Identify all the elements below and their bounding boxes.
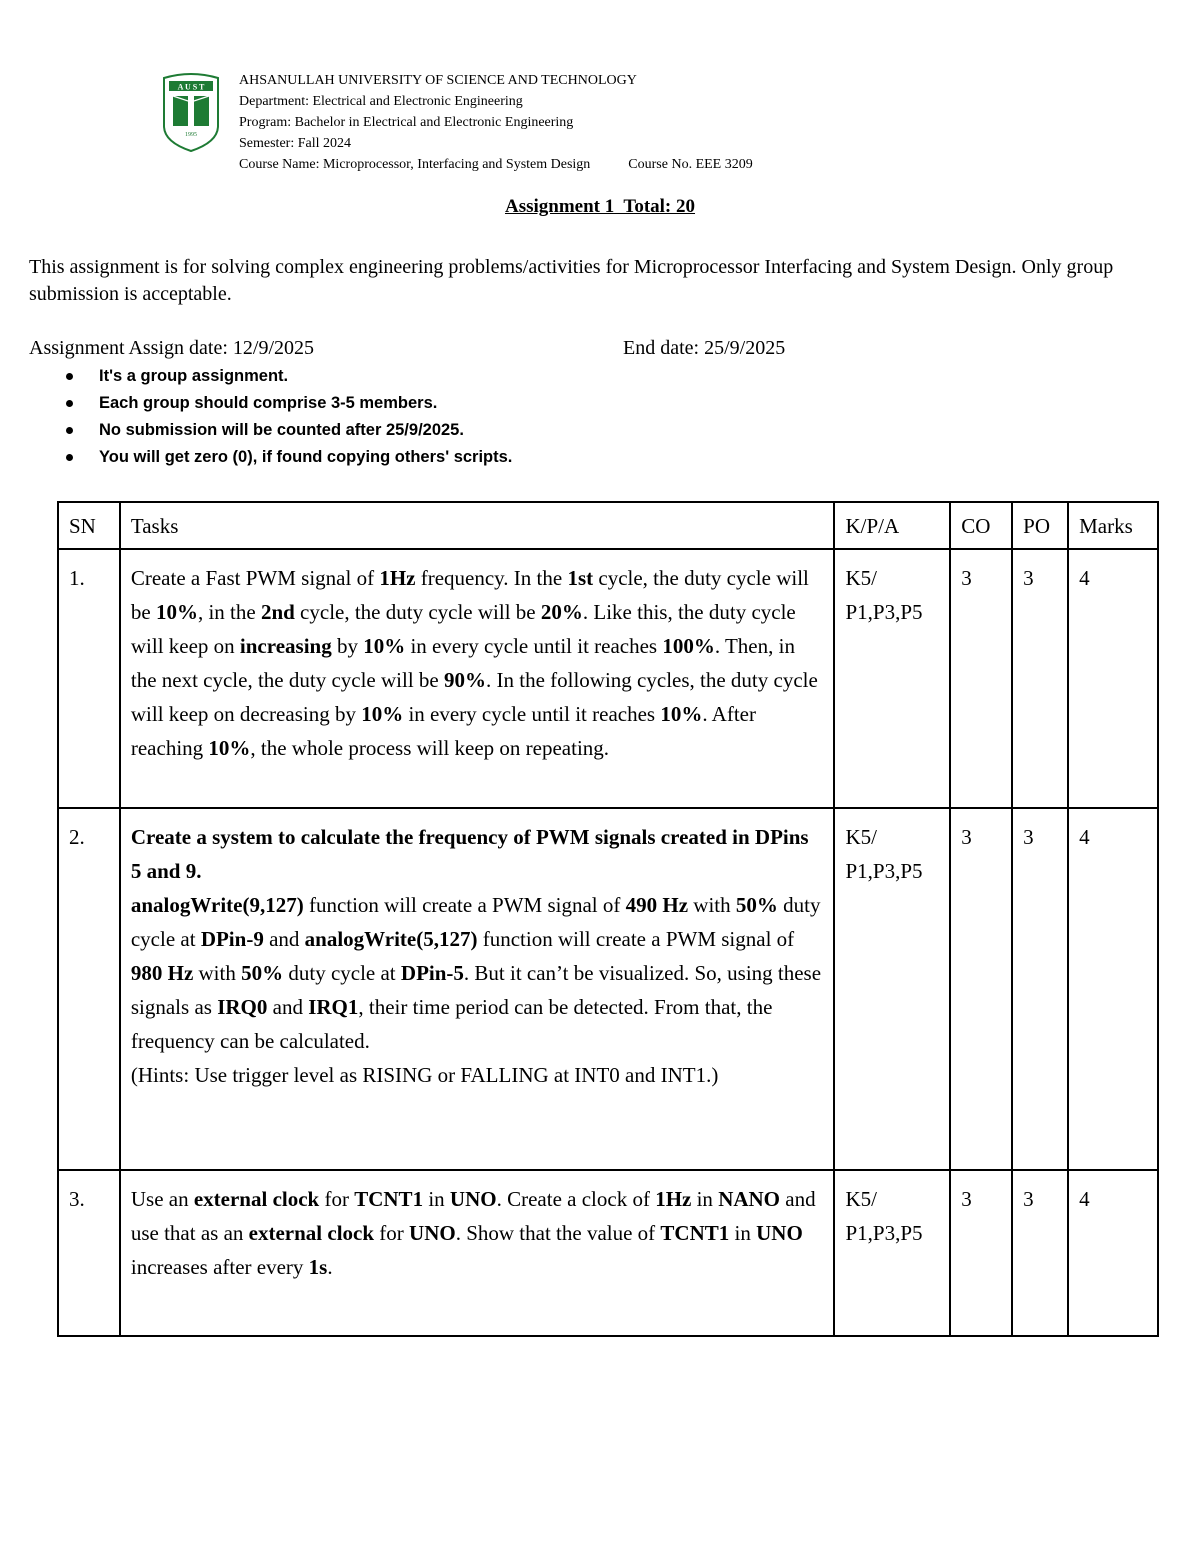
task-sn: 2.	[58, 808, 120, 1170]
course-name: Course Name: Microprocessor, Interfacing and System Design	[239, 157, 591, 172]
rule-item: It's a group assignment.	[64, 364, 512, 391]
task-text: for	[319, 1187, 355, 1211]
task-text: in	[729, 1221, 757, 1245]
task-text: increases after every	[130, 1255, 309, 1279]
bold-text: UNO	[409, 1221, 456, 1245]
bold-text: analogWrite(9,127)	[130, 893, 304, 917]
logo-year: 1995	[185, 132, 197, 138]
task-text: .	[327, 1255, 333, 1279]
bold-text: IRQ0	[217, 995, 268, 1019]
task-text: cycle, the duty cycle will be	[130, 566, 809, 624]
table-row	[58, 549, 1158, 808]
kpa-p: P1,P3,P5	[845, 600, 923, 624]
task-text: in	[691, 1187, 719, 1211]
header-kpa: K/P/A	[834, 502, 950, 549]
university-logo-icon	[160, 72, 222, 152]
rule-item: No submission will be counted after 25/9/2025.	[64, 418, 512, 445]
rule-item: You will get zero (0), if found copying others' scripts.	[64, 445, 512, 472]
bold-text: IRQ1	[308, 995, 359, 1019]
task-kpa	[834, 808, 950, 1170]
task-text: duty cycle at	[130, 893, 821, 951]
bold-text: 10%	[155, 600, 198, 624]
assignment-title: Assignment 1 Total: 20	[504, 196, 696, 217]
tasks-table	[57, 501, 1159, 1337]
task-text: . But it can’t be visualized. So, using these signals as	[130, 961, 822, 1019]
bold-text: TCNT1	[660, 1221, 730, 1245]
task-text: Use an	[130, 1187, 194, 1211]
semester-line: Semester: Fall 2024	[239, 136, 351, 151]
task-text: for	[374, 1221, 410, 1245]
kpa-p: P1,P3,P5	[845, 859, 923, 883]
task-co: 3	[950, 549, 1012, 808]
university-name: AHSANULLAH UNIVERSITY OF SCIENCE AND TECHNOLOGY	[239, 73, 637, 88]
bold-text: analogWrite(5,127)	[304, 927, 478, 951]
header-sn: SN	[58, 502, 120, 549]
bold-text: 50%	[241, 961, 284, 985]
task-description	[120, 1170, 835, 1336]
bold-text: TCNT1	[354, 1187, 424, 1211]
bold-text: 100%	[662, 634, 715, 658]
course-line	[239, 154, 753, 175]
task-marks: 4	[1068, 1170, 1158, 1336]
task-text: in	[423, 1187, 450, 1211]
task-sn: 3.	[58, 1170, 120, 1336]
bold-text: Create a system to calculate the frequency of PWM signals created in DPins 5 and 9.	[130, 825, 809, 883]
task-text: with	[193, 961, 242, 985]
bold-text: 490 Hz	[625, 893, 689, 917]
bold-text: DPin-9	[200, 927, 264, 951]
task-text: , in the	[197, 600, 261, 624]
kpa-k: K5/	[845, 1187, 877, 1211]
task-text: in every cycle until it reaches	[403, 702, 661, 726]
task-po: 3	[1012, 1170, 1068, 1336]
bold-text: 1Hz	[655, 1187, 692, 1211]
bold-text: DPin-5	[400, 961, 464, 985]
header-marks: Marks	[1068, 502, 1158, 549]
task-text: cycle, the duty cycle will be	[294, 600, 541, 624]
rules-list	[64, 364, 512, 472]
header-tasks: Tasks	[120, 502, 835, 549]
bold-text: 20%	[540, 600, 583, 624]
task-kpa	[834, 549, 950, 808]
bold-text: NANO	[718, 1187, 781, 1211]
task-text: in every cycle until it reaches	[405, 634, 663, 658]
task-description	[120, 549, 835, 808]
task-text: . Like this, the duty cycle will keep on	[130, 600, 796, 658]
bold-text: 10%	[208, 736, 251, 760]
task-text: , the whole process will keep on repeating.	[250, 736, 610, 760]
header-po: PO	[1012, 502, 1068, 549]
bold-text: 10%	[363, 634, 406, 658]
task-marks: 4	[1068, 808, 1158, 1170]
task-description	[120, 808, 835, 1170]
bold-text: external clock	[248, 1221, 375, 1245]
task-text: with	[688, 893, 736, 917]
bold-text: 90%	[444, 668, 486, 692]
bold-text: 2nd	[260, 600, 295, 624]
bold-text: increasing	[239, 634, 332, 658]
kpa-k: K5/	[845, 825, 877, 849]
task-text: by	[331, 634, 364, 658]
bold-text: 50%	[735, 893, 778, 917]
bold-text: 1Hz	[379, 566, 416, 590]
table-row	[58, 808, 1158, 1170]
course-number: Course No. EEE 3209	[628, 157, 753, 172]
table-row	[58, 1170, 1158, 1336]
task-text: , their time period can be detected. From that, the frequency can be calculated.	[130, 995, 773, 1053]
task-text: . Show that the value of	[455, 1221, 661, 1245]
task-kpa	[834, 1170, 950, 1336]
intro-paragraph: This assignment is for solving complex engineering problems/activities for Microprocessor Interfacing and System Design. Only group submission is acceptable.	[29, 256, 1114, 305]
task-text: . Then, in the next cycle, the duty cycle will be	[130, 634, 795, 692]
logo-text: A U S T	[177, 82, 205, 92]
task-text: Create a Fast PWM signal of	[130, 566, 380, 590]
program-line: Program: Bachelor in Electrical and Electronic Engineering	[239, 115, 574, 130]
task-text: and	[267, 995, 309, 1019]
bold-text: 1st	[567, 566, 594, 590]
task-text: function will create a PWM signal of	[477, 927, 795, 951]
dates-line	[29, 337, 1129, 360]
bold-text: external clock	[193, 1187, 320, 1211]
task-text: function will create a PWM signal of	[303, 893, 626, 917]
task-text: duty cycle at	[283, 961, 401, 985]
task-text: . In the following cycles, the duty cycle will keep on decreasing by	[130, 668, 818, 726]
bold-text: 10%	[361, 702, 404, 726]
header-co: CO	[950, 502, 1012, 549]
department-line: Department: Electrical and Electronic Engineering	[239, 94, 523, 109]
bold-text: 10%	[660, 702, 703, 726]
bold-text: UNO	[449, 1187, 497, 1211]
task-text: and use that as an	[130, 1187, 816, 1245]
task-po: 3	[1012, 549, 1068, 808]
task-sn: 1.	[58, 549, 120, 808]
bold-text: 1s	[308, 1255, 328, 1279]
task-co: 3	[950, 808, 1012, 1170]
bold-text: 980 Hz	[130, 961, 194, 985]
document-header	[160, 70, 1060, 180]
kpa-k: K5/	[845, 566, 877, 590]
rule-item: Each group should comprise 3-5 members.	[64, 391, 512, 418]
end-date: End date: 25/9/2025	[623, 337, 786, 359]
bold-text: UNO	[756, 1221, 803, 1245]
task-co: 3	[950, 1170, 1012, 1336]
task-text: frequency. In the	[415, 566, 568, 590]
task-marks: 4	[1068, 549, 1158, 808]
table-header-row	[58, 502, 1158, 549]
task-text: and	[263, 927, 305, 951]
task-po: 3	[1012, 808, 1068, 1170]
kpa-p: P1,P3,P5	[845, 1221, 923, 1245]
task-text: (Hints: Use trigger level as RISING or FALLING at INT0 and INT1.)	[130, 1063, 719, 1087]
task-text: . After reaching	[130, 702, 756, 760]
assign-date: Assignment Assign date: 12/9/2025	[29, 337, 314, 359]
task-text: . Create a clock of	[496, 1187, 656, 1211]
